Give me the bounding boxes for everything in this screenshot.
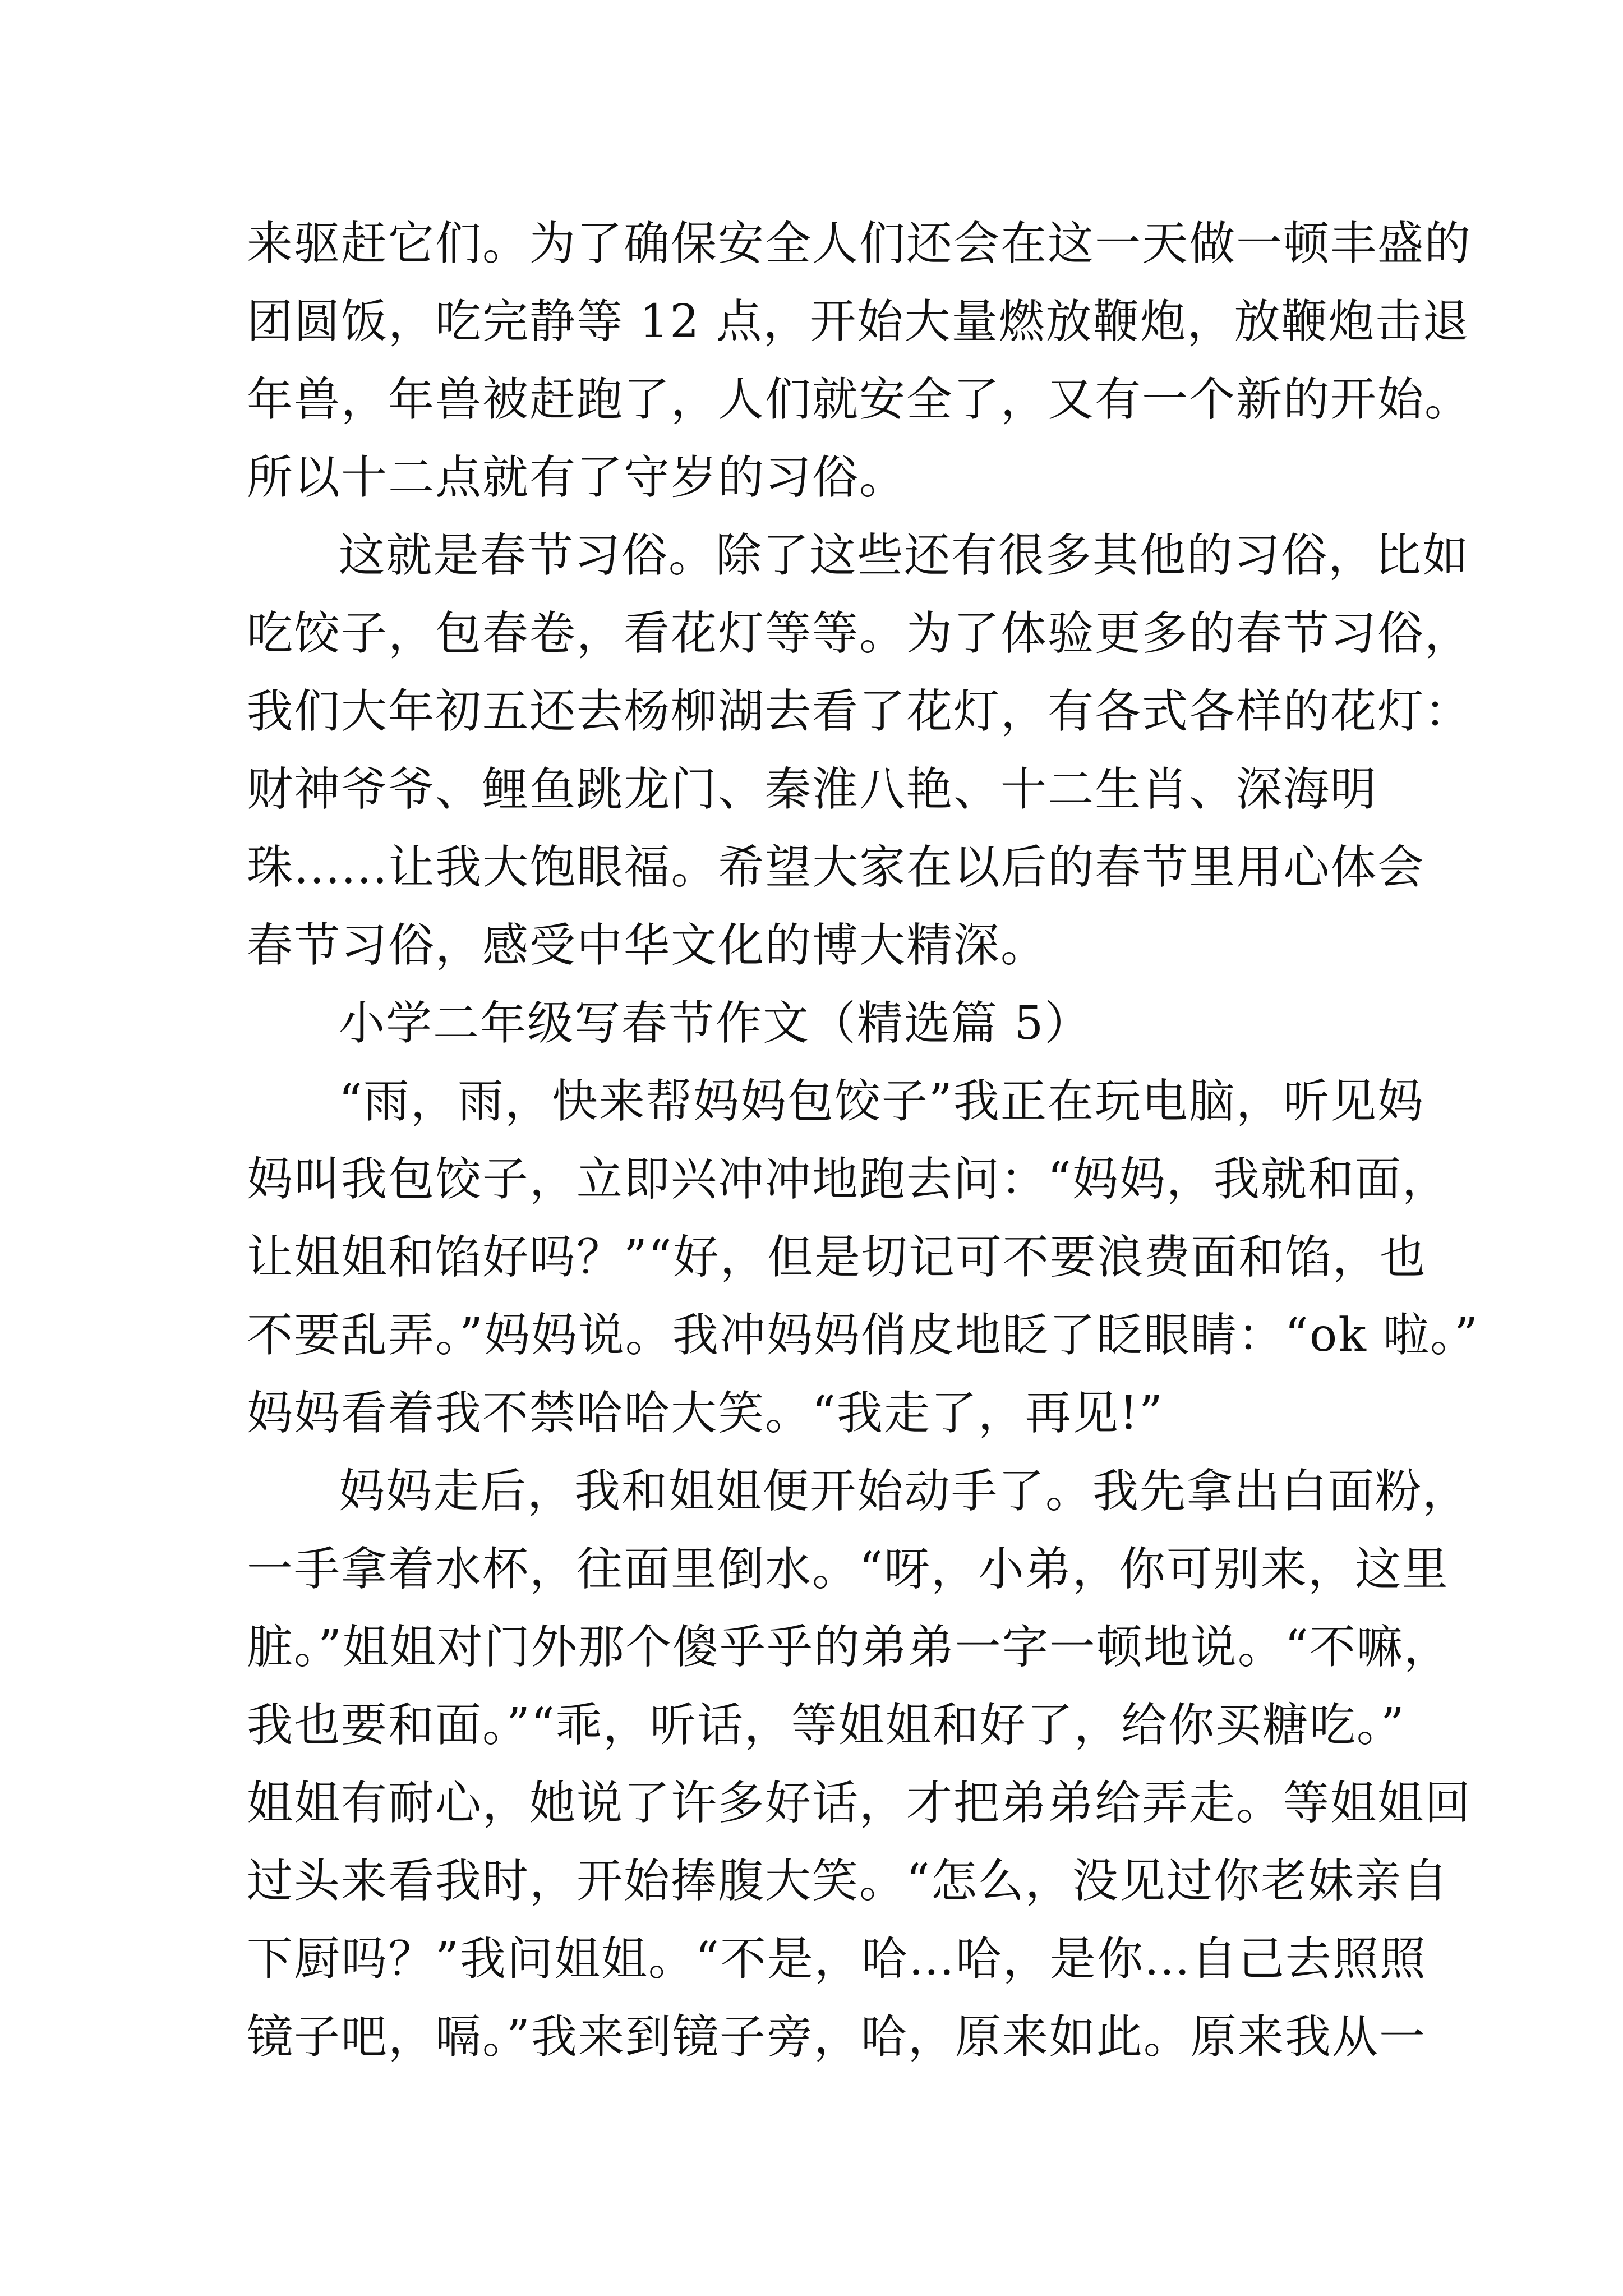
text-line: 不要乱弄。”妈妈说。我冲妈妈俏皮地眨了眨眼睛：“ok 啦。”: [247, 1309, 1479, 1362]
text-line: 姐姐有耐心，她说了许多好话，才把弟弟给弄走。等姐姐回: [247, 1777, 1472, 1830]
text-line: 吃饺子，包春卷，看花灯等等。为了体验更多的春节习俗，: [247, 607, 1472, 660]
text-line: 所以十二点就有了守岁的习俗。: [247, 451, 907, 504]
text-line: 妈妈看着我不禁哈哈大笑。“我走了，再见!”: [247, 1387, 1164, 1440]
paragraph-start-line: 妈妈走后，我和姐姐便开始动手了。我先拿出白面粉，: [339, 1465, 1470, 1518]
text-line: 过头来看我时，开始捧腹大笑。“怎么，没见过你老妹亲自: [247, 1855, 1449, 1908]
text-line: 镜子吧，嗝。”我来到镜子旁，哈，原来如此。原来我从一: [247, 2010, 1426, 2064]
text-line: 脏。”姐姐对门外那个傻乎乎的弟弟一字一顿地说。“不嘛，: [247, 1621, 1451, 1674]
text-line: 来驱赶它们。为了确保安全人们还会在这一天做一顿丰盛的: [247, 217, 1472, 270]
text-line: 妈叫我包饺子，立即兴冲冲地跑去问：“妈妈，我就和面，: [247, 1153, 1449, 1206]
essay-text: [247, 205, 1479, 2076]
paragraph-start-line: 这就是春节习俗。除了这些还有很多其他的习俗，比如: [339, 529, 1470, 582]
text-line: 财神爷爷、鲤鱼跳龙门、秦淮八艳、十二生肖、深海明: [247, 763, 1378, 816]
text-line: 一手拿着水杯，往面里倒水。“呀，小弟，你可别来，这里: [247, 1543, 1449, 1596]
text-line: 年兽，年兽被赶跑了，人们就安全了，又有一个新的开始。: [247, 373, 1472, 426]
text-line: 团圆饭，吃完静等 12 点，开始大量燃放鞭炮，放鞭炮击退: [247, 295, 1470, 348]
text-line: 珠......让我大饱眼福。希望大家在以后的春节里用心体会: [247, 841, 1425, 894]
text-line: 让姐姐和馅好吗？”“好，但是切记可不要浪费面和馅，也: [247, 1231, 1427, 1284]
text-line: 我们大年初五还去杨柳湖去看了花灯，有各式各样的花灯：: [247, 685, 1472, 738]
text-line: 下厨吗？”我问姐姐。“不是，哈…哈，是你…自己去照照: [247, 1932, 1427, 1986]
paragraph-start-line: “雨，雨，快来帮妈妈包饺子”我正在玩电脑，听见妈: [339, 1075, 1424, 1128]
text-line: 春节习俗，感受中华文化的博大精深。: [247, 919, 1048, 972]
section-heading: 小学二年级写春节作文（精选篇 5）: [339, 997, 1092, 1050]
text-line: 我也要和面。”“乖，听话，等姐姐和好了，给你买糖吃。”: [247, 1699, 1405, 1752]
